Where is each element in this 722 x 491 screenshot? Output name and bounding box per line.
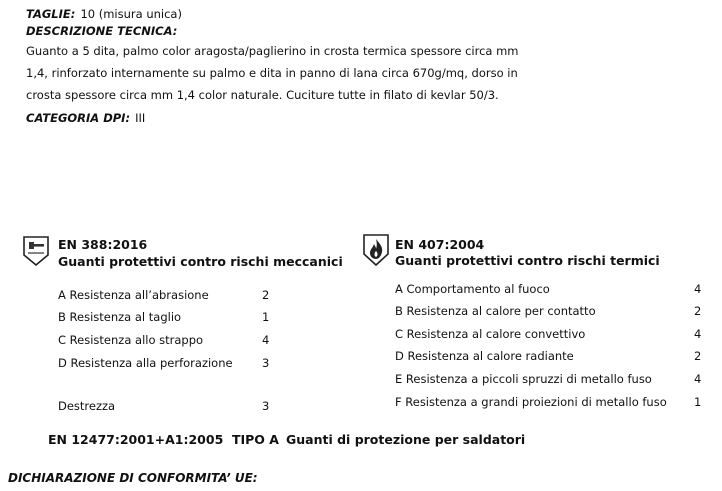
declaration-label: DICHIARAZIONE DI CONFORMITA’ UE: <box>8 471 258 485</box>
description-line: Guanto a 5 dita, palmo color aragosta/paglierino in crosta termica spessore circa mm <box>26 44 519 58</box>
en388-row-value: 3 <box>262 356 270 370</box>
en388-code: EN 388:2016 <box>58 237 148 252</box>
en388-title: Guanti protettivi contro rischi meccanici <box>58 254 343 269</box>
en388-row-label: D Resistenza alla perforazione <box>58 356 233 370</box>
en407-row-value: 2 <box>694 349 702 363</box>
description-text <box>26 40 519 106</box>
description-label: DESCRIZIONE TECNICA: <box>26 24 178 38</box>
description-line: 1,4, rinforzato internamente su palmo e dita in panno di lana circa 670g/mq, dorso in <box>26 66 518 80</box>
en12477-code: EN 12477:2001+A1:2005 TIPO A <box>48 432 279 447</box>
en407-row-label: E Resistenza a piccoli spruzzi di metallo fuso <box>395 372 652 386</box>
en407-row-value: 1 <box>694 395 702 409</box>
dexterity-label: Destrezza <box>58 399 116 413</box>
en407-title: Guanti protettivi contro rischi termici <box>395 253 660 268</box>
en407-row-label: B Resistenza al calore per contatto <box>395 304 596 318</box>
sizes-label: TAGLIE: <box>26 7 76 21</box>
en407-row-value: 4 <box>694 372 702 386</box>
en407-row-label: C Resistenza al calore convettivo <box>395 327 586 341</box>
en388-row-label: B Resistenza al taglio <box>58 310 182 324</box>
en407-row-label: A Comportamento al fuoco <box>395 282 550 296</box>
en407-row-value: 4 <box>694 327 702 341</box>
en388-row-value: 2 <box>262 288 270 302</box>
en407-row-value: 4 <box>694 282 702 296</box>
en407-code: EN 407:2004 <box>395 237 485 252</box>
category-line <box>26 107 145 126</box>
en388-row-value: 1 <box>262 310 270 324</box>
category-value: III <box>135 111 146 125</box>
category-label: CATEGORIA DPI: <box>26 111 131 125</box>
dexterity-value: 3 <box>262 399 270 413</box>
en388-row-label: A Resistenza all’abrasione <box>58 288 209 302</box>
hammer-pictogram-icon <box>22 235 50 267</box>
en407-row-value: 2 <box>694 304 702 318</box>
en407-row-label: D Resistenza al calore radiante <box>395 349 574 363</box>
description-line: crosta spessore circa mm 1,4 color naturale. Cuciture tutte in filato di kevlar 50/3. <box>26 88 499 102</box>
en388-row-value: 4 <box>262 333 270 347</box>
en407-row-label: F Resistenza a grandi proiezioni di metallo fuso <box>395 395 667 409</box>
flame-pictogram-icon <box>362 233 390 267</box>
sizes-line <box>26 3 182 22</box>
en388-row-label: C Resistenza allo strappo <box>58 333 204 347</box>
en12477-title: Guanti di protezione per saldatori <box>286 432 526 447</box>
sizes-value: 10 (misura unica) <box>80 7 182 21</box>
